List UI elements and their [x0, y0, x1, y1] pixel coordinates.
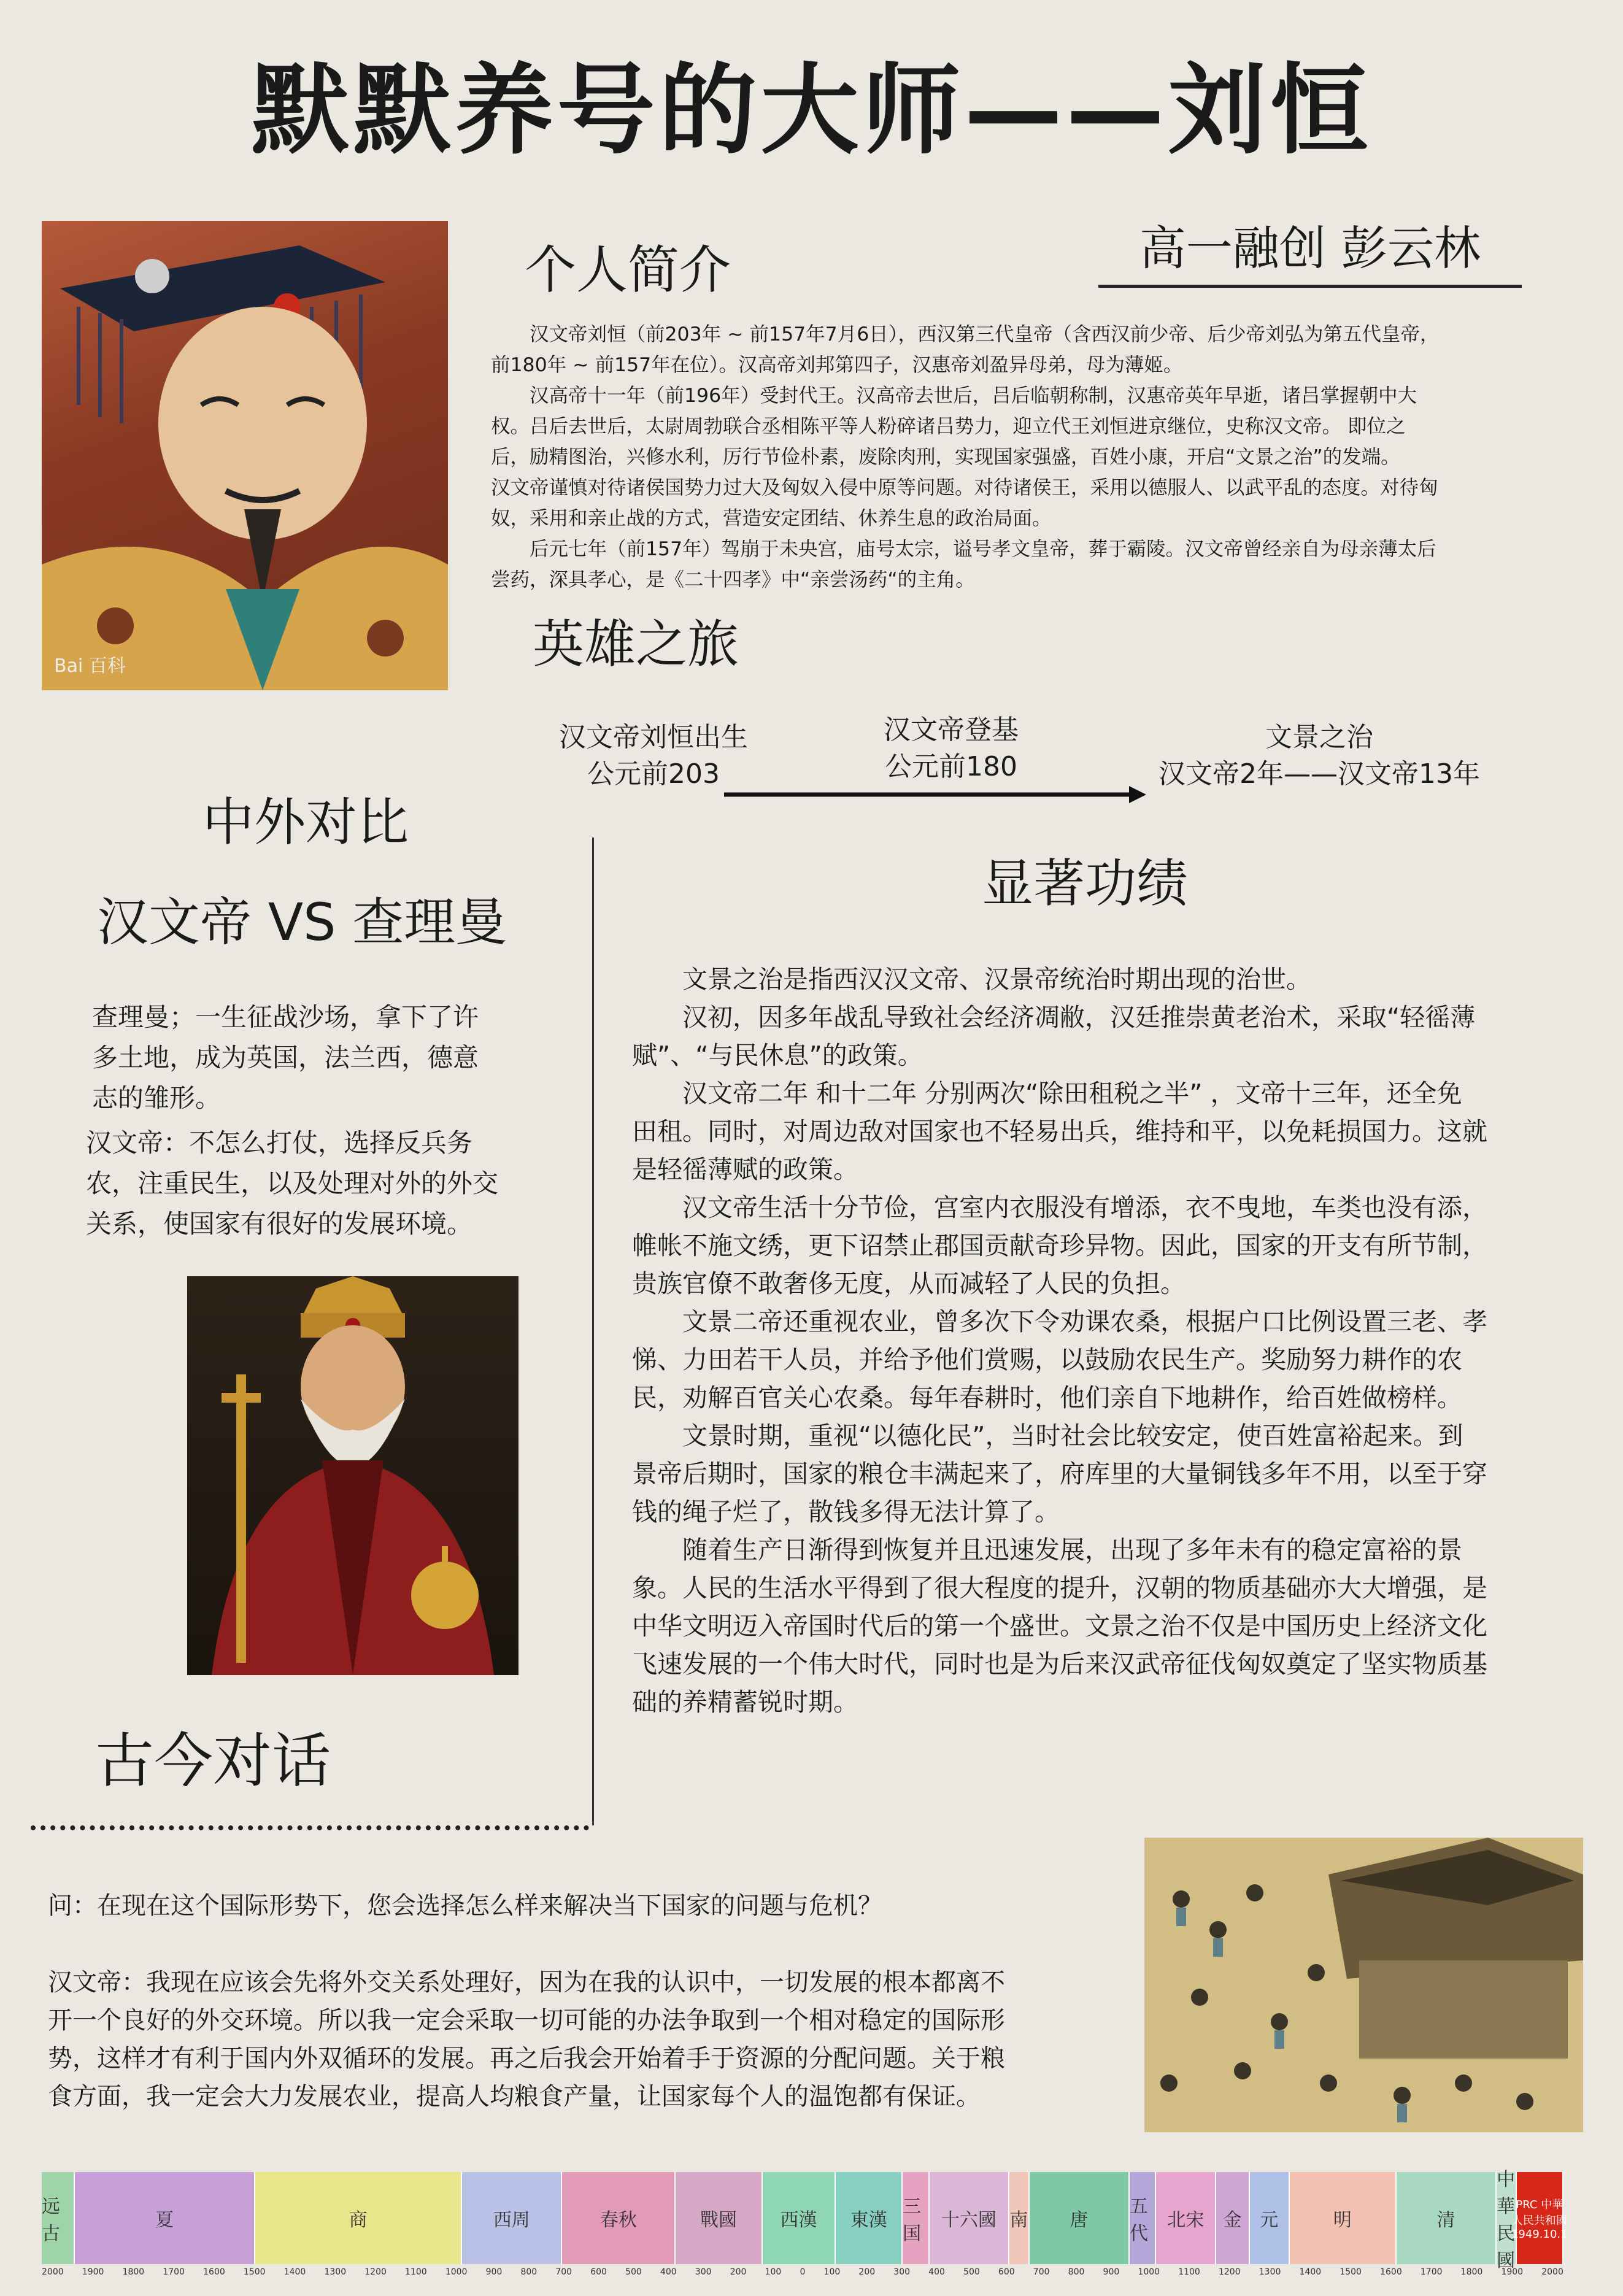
text-line: 钱的绳子烂了，散钱多得无法计算了。	[632, 1497, 1060, 1527]
liu-heng-portrait-art	[42, 221, 448, 690]
text-line: 中华文明迈入帝国时代后的第一个盛世。文景之治不仅是中国历史上经济文化	[632, 1611, 1487, 1641]
timeline-event-enthronement	[841, 712, 1062, 785]
year-tick-label: 1400	[283, 2267, 306, 2277]
year-tick-label: 800	[520, 2267, 538, 2277]
intro-line: 汉文帝刘恒（前203年 ~ 前157年7月6日），西汉第三代皇帝（含西汉前少帝、后少帝刘弘为第五代皇帝，	[530, 323, 1440, 345]
text-line: 汉文帝生活十分节俭，宫室内衣服没有增添，衣不曳地，车类也没有添，	[682, 1193, 1487, 1222]
dynasty-segment: 明	[1290, 2172, 1397, 2264]
year-tick-label: 400	[660, 2267, 677, 2277]
dynasty-segment: 南	[1009, 2172, 1030, 2264]
charlemagne-description	[92, 997, 479, 1119]
year-tick-label: 1300	[1259, 2267, 1281, 2277]
year-tick-label: 200	[730, 2267, 747, 2277]
year-tick-label: 300	[893, 2267, 911, 2277]
dotted-divider	[31, 1825, 589, 1830]
year-tick-label: 1100	[1178, 2267, 1200, 2277]
dynasty-segment: 東漢	[836, 2172, 903, 2264]
dynasty-segment: 十六國	[930, 2172, 1010, 2264]
achievements-heading: 显著功绩	[982, 853, 1189, 914]
ancient-market-painting	[1144, 1838, 1583, 2132]
timeline-event-birth	[540, 719, 767, 793]
timeline-event-date: 汉文帝2年——汉文帝13年	[1158, 758, 1480, 790]
year-tick-label: 2000	[1541, 2267, 1563, 2277]
dynasty-segment: 西周	[462, 2172, 562, 2264]
intro-line: 前180年 ~ 前157年在位）。汉高帝刘邦第四子，汉惠帝刘盈异母弟，母为薄姬。	[491, 354, 1183, 376]
year-tick-label: 100	[823, 2267, 841, 2277]
year-tick-label: 1400	[1299, 2267, 1322, 2277]
timeline-event-title: 文景之治	[1265, 722, 1373, 753]
year-tick-label: 400	[928, 2267, 945, 2277]
timeline-event-date: 公元前180	[885, 751, 1017, 782]
text-line: 文景二帝还重视农业，曾多次下令劝课农桑，根据户口比例设置三老、孝	[682, 1307, 1487, 1336]
column-divider	[592, 838, 594, 1825]
dynasty-segment: 夏	[75, 2172, 255, 2264]
intro-heading: 个人简介	[525, 240, 731, 300]
dynasty-segment: 商	[255, 2172, 462, 2264]
dynasty-segment: 远古	[42, 2172, 75, 2264]
text-line: 关系，使国家有很好的发展环境。	[86, 1209, 473, 1239]
text-line: 食方面，我一定会大力发展农业，提高人均粮食产量，让国家每个人的温饱都有保证。	[48, 2082, 981, 2111]
year-tick-label: 500	[625, 2267, 642, 2277]
year-tick-label: 1600	[203, 2267, 225, 2277]
text-line: 文景之治是指西汉汉文帝、汉景帝统治时期出现的治世。	[682, 965, 1311, 994]
year-tick-label: 300	[695, 2267, 712, 2277]
liu-heng-portrait	[42, 221, 448, 690]
year-tick-label: 1700	[1420, 2267, 1443, 2277]
dynasty-segment: 北宋	[1156, 2172, 1216, 2264]
journey-heading: 英雄之旅	[533, 614, 739, 674]
year-tick-label: 1100	[405, 2267, 427, 2277]
dynasty-segment: 元	[1250, 2172, 1290, 2264]
year-tick-label: 700	[1033, 2267, 1050, 2277]
dynasty-segment: 中華民國	[1497, 2172, 1517, 2264]
year-tick-label: 1000	[1138, 2267, 1160, 2277]
year-tick-label: 600	[590, 2267, 607, 2277]
text-line: 民，劝解百官关心农桑。每年春耕时，他们亲自下地耕作，给百姓做榜样。	[632, 1383, 1462, 1412]
year-tick-label: 1900	[1501, 2267, 1524, 2277]
dynasty-segment: 三国	[903, 2172, 930, 2264]
text-line: 开一个良好的外交环境。所以我一定会采取一切可能的办法争取到一个相对稳定的国际形	[48, 2006, 1005, 2035]
year-tick-label: 2000	[42, 2267, 64, 2277]
dynasty-segment: 金	[1216, 2172, 1249, 2264]
intro-line: 尝药，深具孝心，是《二十四孝》中“亲尝汤药“的主角。	[491, 569, 975, 591]
text-line: 势，这样才有利于国内外双循环的发展。再之后我会开始着手于资源的分配问题。关于粮	[48, 2044, 1005, 2073]
charlemagne-portrait	[187, 1276, 519, 1675]
question-text: 问：在现在这个国际形势下，您会选择怎么样来解决当下国家的问题与危机？	[48, 1892, 882, 1920]
text-line: 悌、力田若干人员，并给予他们赏赐，以鼓励农民生产。奖励努力耕作的农	[632, 1345, 1462, 1374]
intro-text	[491, 319, 1571, 595]
year-tick-label: 1800	[122, 2267, 145, 2277]
timeline-event-title: 汉文帝刘恒出生	[559, 722, 748, 753]
year-tick-label: 1700	[163, 2267, 185, 2277]
timeline-event-wenjing	[1141, 719, 1497, 793]
year-tick-label: 900	[485, 2267, 503, 2277]
text-line: 文景时期，重视“以德化民”，当时社会比较安定，使百姓富裕起来。到	[682, 1421, 1463, 1450]
dynasty-segment: 唐	[1030, 2172, 1130, 2264]
year-tick-label: 1500	[1340, 2267, 1362, 2277]
wendi-description	[86, 1123, 498, 1244]
year-tick-label: 1800	[1460, 2267, 1483, 2277]
year-tick-label: 1500	[243, 2267, 266, 2277]
dynasty-timeline-bar	[42, 2169, 1568, 2271]
dynasty-segment: PRC 中華人民共和國 1949.10.1	[1517, 2172, 1563, 2264]
achievements-text	[632, 960, 1571, 1721]
intro-line: 汉高帝十一年（前196年）受封代王。汉高帝去世后，吕后临朝称制，汉惠帝英年早逝，诸吕掌握朝中大	[530, 385, 1417, 407]
timeline-event-title: 汉文帝登基	[884, 714, 1019, 745]
text-line: 汉初，因多年战乱导致社会经济凋敝，汉廷推崇黄老治术，采取“轻徭薄	[682, 1003, 1476, 1032]
text-line: 农，注重民生，以及处理对外的外交	[86, 1168, 499, 1198]
market-painting-art	[1144, 1838, 1583, 2132]
year-tick-label: 600	[998, 2267, 1015, 2277]
year-tick-label: 800	[1068, 2267, 1085, 2277]
charlemagne-portrait-art	[187, 1276, 519, 1675]
year-tick-label: 200	[858, 2267, 876, 2277]
year-tick-label: 100	[765, 2267, 782, 2277]
text-line: 是轻徭薄赋的政策。	[632, 1155, 858, 1184]
year-tick-label: 1000	[445, 2267, 468, 2277]
text-line: 飞速发展的一个伟大时代，同时也是为后来汉武帝征伐匈奴奠定了坚实物质基	[632, 1649, 1487, 1679]
dialogue-heading: 古今对话	[95, 1727, 331, 1795]
dynasty-segment: 春秋	[562, 2172, 676, 2264]
text-line: 贵族官僚不敢奢侈无度，从而减轻了人民的负担。	[632, 1269, 1185, 1298]
text-line: 志的雏形。	[92, 1083, 222, 1113]
text-line: 汉文帝：我现在应该会先将外交关系处理好，因为在我的认识中，一切发展的根本都离不	[48, 1968, 1005, 1997]
text-line: 随着生产日渐得到恢复并且迅速发展，出现了多年未有的稳定富裕的景	[682, 1535, 1462, 1565]
year-tick-label: 500	[963, 2267, 980, 2277]
text-line: 象。人民的生活水平得到了很大程度的提升，汉朝的物质基础亦大大增强，是	[632, 1573, 1487, 1603]
dynasty-year-axis	[42, 2267, 1563, 2286]
comparison-subheading: 汉文帝 VS 查理曼	[97, 892, 507, 952]
intro-line: 权。吕后去世后，太尉周勃联合丞相陈平等人粉碎诸吕势力，迎立代王刘恒进京继位，史称汉文帝。 即位之	[491, 415, 1406, 437]
year-tick-label: 0	[800, 2267, 806, 2277]
dynasty-segment: 清	[1397, 2172, 1497, 2264]
intro-line: 后元七年（前157年）驾崩于未央宫，庙号太宗，谥号孝文皇帝，葬于霸陵。汉文帝曾经亲自为母亲薄太后	[530, 538, 1436, 560]
year-tick-label: 1200	[1218, 2267, 1241, 2277]
timeline-event-date: 公元前203	[587, 758, 720, 790]
intro-line: 后，励精图治，兴修水利，厉行节俭朴素，废除肉刑，实现国家强盛，百姓小康，开启“文景之治”的发端。	[491, 446, 1400, 468]
text-line: 汉文帝：不怎么打仗，选择反兵务	[86, 1128, 473, 1158]
timeline-arrow	[724, 782, 1147, 807]
text-line: 帷帐不施文绣，更下诏禁止郡国贡献奇珍异物。因此，国家的开支有所节制，	[632, 1231, 1487, 1260]
dialogue-answer	[48, 1963, 1005, 2116]
year-tick-label: 1600	[1380, 2267, 1402, 2277]
text-line: 查理曼；一生征战沙场，拿下了许	[92, 1002, 479, 1032]
intro-line: 汉文帝谨慎对待诸侯国势力过大及匈奴入侵中原等问题。对待诸侯王，采用以德服人、以武平乱的态度。对待匈	[491, 477, 1438, 499]
text-line: 汉文帝二年 和十二年 分别两次“除田租税之半” ，文帝十三年，还全免	[682, 1079, 1462, 1108]
year-tick-label: 1200	[364, 2267, 387, 2277]
year-tick-label: 1900	[82, 2267, 104, 2277]
comparison-heading: 中外对比	[202, 792, 409, 852]
dynasty-segment: 西漢	[763, 2172, 836, 2264]
year-tick-label: 700	[555, 2267, 572, 2277]
author-label: 高一融创 彭云林	[1098, 215, 1522, 288]
year-tick-label: 900	[1103, 2267, 1120, 2277]
year-tick-label: 1300	[324, 2267, 347, 2277]
dynasty-segment: 五代	[1130, 2172, 1157, 2264]
text-line: 景帝后期时，国家的粮仓丰满起来了，府库里的大量铜钱多年不用，以至于穿	[632, 1459, 1487, 1489]
baike-watermark: Bai 百科	[54, 655, 126, 677]
page-title: 默默养号的大师——刘恒	[251, 53, 1372, 168]
dialogue-question	[48, 1887, 882, 1925]
text-line: 田租。同时，对周边敌对国家也不轻易出兵，维持和平，以免耗损国力。这就	[632, 1117, 1487, 1146]
text-line: 多土地，成为英国，法兰西，德意	[92, 1042, 479, 1073]
dynasty-segment: 戰國	[676, 2172, 762, 2264]
text-line: 础的养精蓄锐时期。	[632, 1687, 858, 1717]
intro-line: 奴，采用和亲止战的方式，营造安定团结、休养生息的政治局面。	[491, 507, 1052, 530]
text-line: 赋”、“与民休息”的政策。	[632, 1041, 923, 1070]
